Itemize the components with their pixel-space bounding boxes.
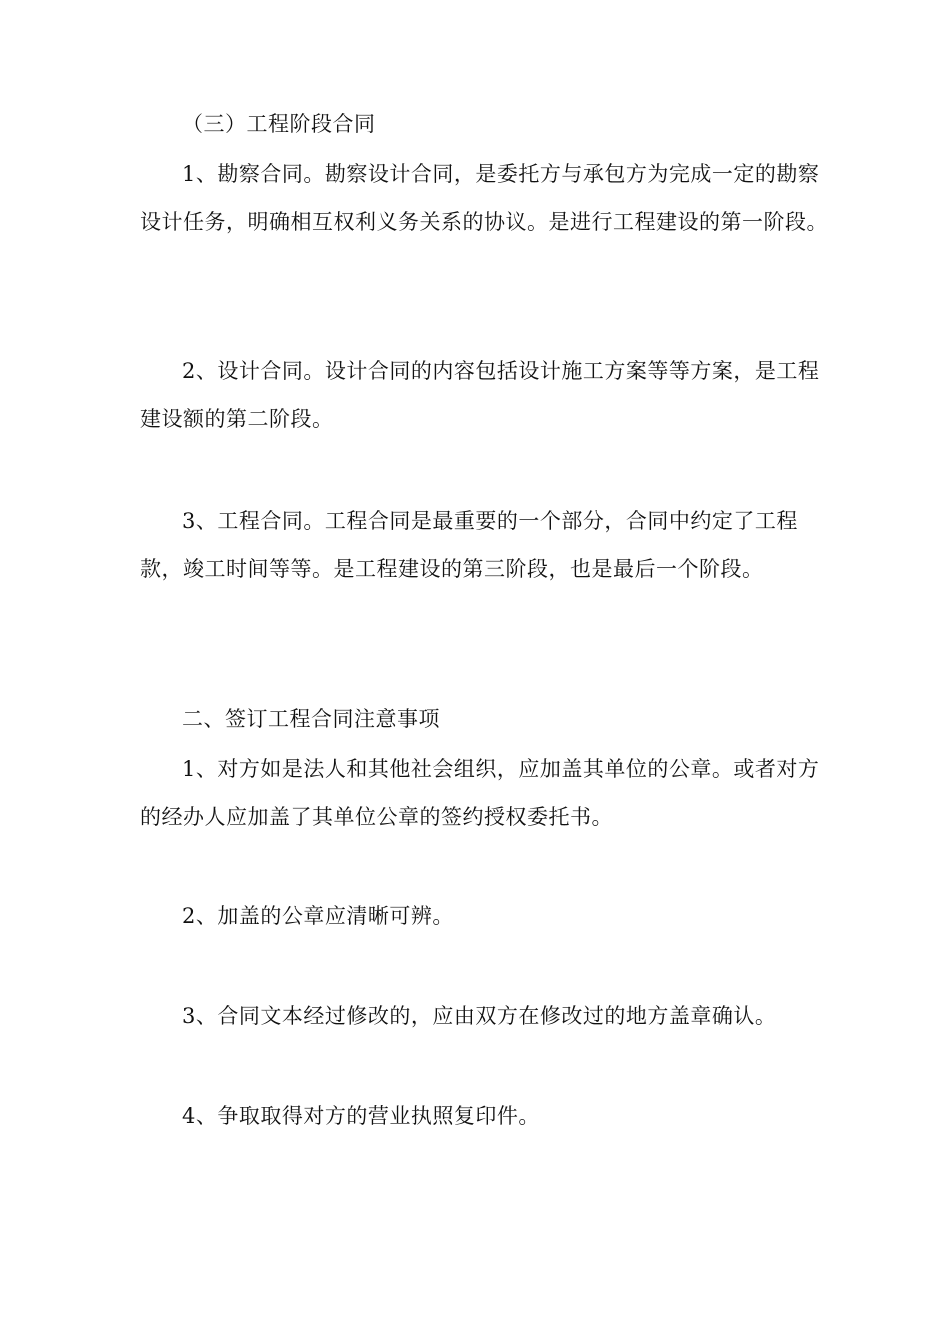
- section-heading-engineering-stage-contracts: （三）工程阶段合同: [182, 112, 376, 136]
- paragraph-business-license-copy: 4、争取取得对方的营业执照复印件。: [182, 1104, 540, 1128]
- section-heading-signing-notes: 二、签订工程合同注意事项: [182, 707, 440, 731]
- paragraph-design-contract: 2、设计合同。设计合同的内容包括设计施工方案等等方案，是工程建设额的第二阶段。: [140, 359, 820, 431]
- paragraph-seal-legible: 2、加盖的公章应清晰可辨。: [182, 904, 454, 928]
- paragraph-official-seal: 1、对方如是法人和其他社会组织，应加盖其单位的公章。或者对方的经办人应加盖了其单位公章的签约授权委托书。: [140, 757, 820, 829]
- paragraph-survey-contract: 1、勘察合同。勘察设计合同，是委托方与承包方为完成一定的勘察设计任务，明确相互权利义务关系的协议。是进行工程建设的第一阶段。: [140, 162, 828, 234]
- paragraph-modification-confirmation: 3、合同文本经过修改的，应由双方在修改过的地方盖章确认。: [182, 1004, 777, 1028]
- paragraph-engineering-contract: 3、工程合同。工程合同是最重要的一个部分，合同中约定了工程款，竣工时间等等。是工程建设的第三阶段，也是最后一个阶段。: [140, 509, 798, 581]
